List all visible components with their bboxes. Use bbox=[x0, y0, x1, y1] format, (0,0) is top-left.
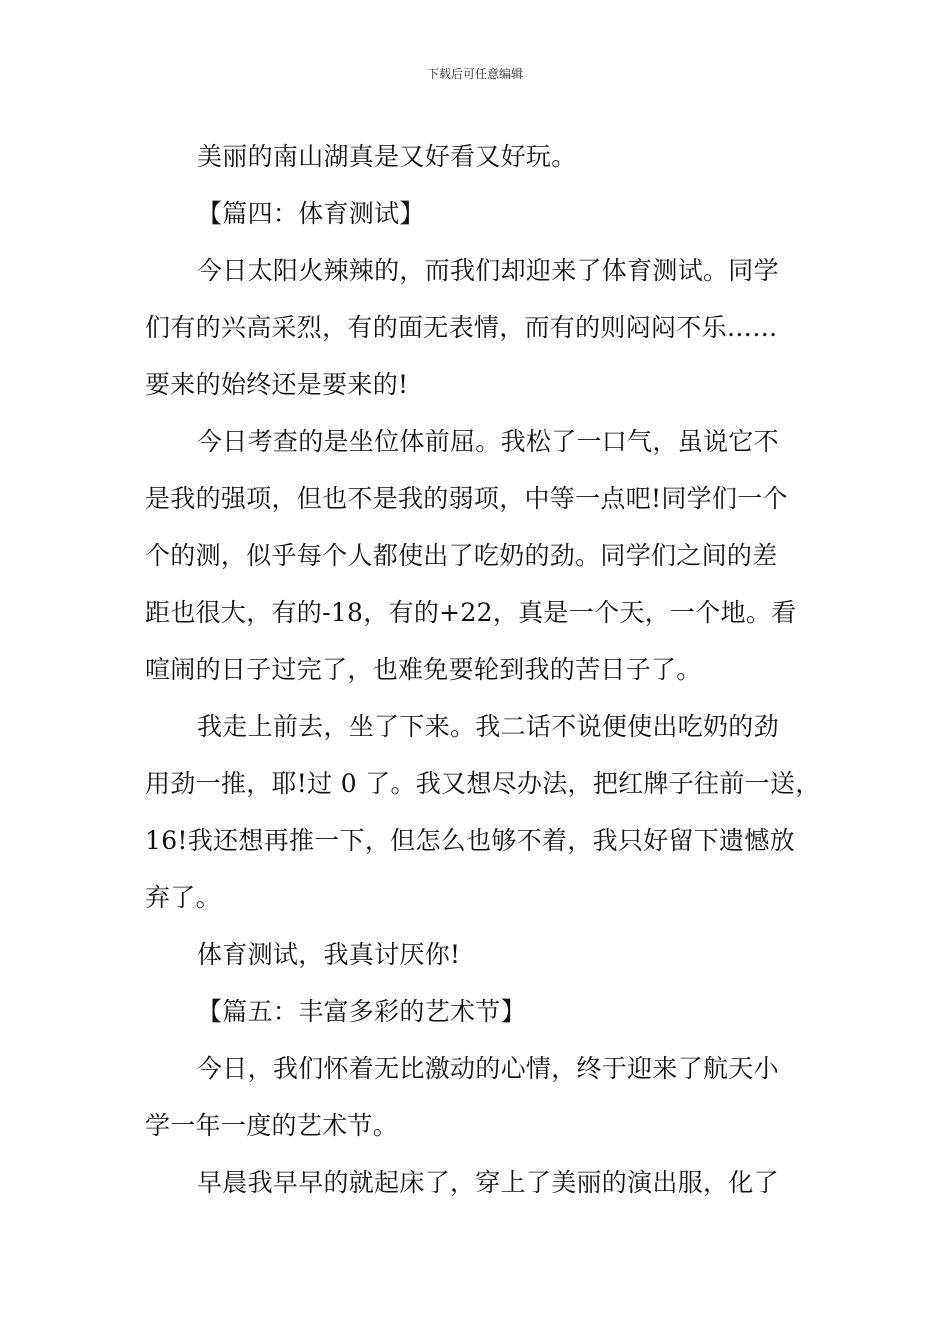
section-heading: 【篇五：丰富多彩的艺术节】 bbox=[197, 997, 526, 1026]
paragraph-line: 距也很大，有的-18，有的+22，真是一个天，一个地。看 bbox=[145, 598, 797, 627]
paragraph-line: 早晨我早早的就起床了，穿上了美丽的演出服，化了 bbox=[197, 1168, 779, 1197]
paragraph-line: 弃了。 bbox=[145, 883, 221, 912]
paragraph-line: 今日考查的是坐位体前屈。我松了一口气，虽说它不 bbox=[197, 427, 779, 456]
paragraph-line: 今日，我们怀着无比激动的心情，终于迎来了航天小 bbox=[197, 1054, 779, 1083]
paragraph-line: 们有的兴高采烈，有的面无表情，而有的则闷闷不乐…… bbox=[145, 313, 778, 342]
document-body bbox=[145, 128, 821, 1211]
paragraph-line: 用劲一推，耶!过 0 了。我又想尽办法，把红牌子往前一送， bbox=[145, 769, 821, 798]
paragraph-line: 美丽的南山湖真是又好看又好玩。 bbox=[197, 142, 577, 171]
paragraph-line: 是我的强项，但也不是我的弱项，中等一点吧!同学们一个 bbox=[145, 484, 788, 513]
paragraph-line: 我走上前去，坐了下来。我二话不说便使出吃奶的劲 bbox=[197, 712, 779, 741]
section-heading: 【篇四：体育测试】 bbox=[197, 199, 425, 228]
paragraph-line: 学一年一度的艺术节。 bbox=[145, 1111, 399, 1140]
paragraph-line: 个的测，似乎每个人都使出了吃奶的劲。同学们之间的差 bbox=[145, 541, 778, 570]
paragraph-line: 16!我还想再推一下，但怎么也够不着，我只好留下遗憾放 bbox=[145, 826, 795, 855]
paragraph-line: 体育测试，我真讨厌你! bbox=[197, 940, 461, 969]
paragraph-line: 今日太阳火辣辣的，而我们却迎来了体育测试。同学 bbox=[197, 256, 779, 285]
paragraph-line: 要来的始终还是要来的! bbox=[145, 370, 409, 399]
page-header: 下载后可任意编辑 bbox=[426, 67, 523, 81]
paragraph-line: 喧闹的日子过完了，也难免要轮到我的苦日子了。 bbox=[145, 655, 702, 684]
